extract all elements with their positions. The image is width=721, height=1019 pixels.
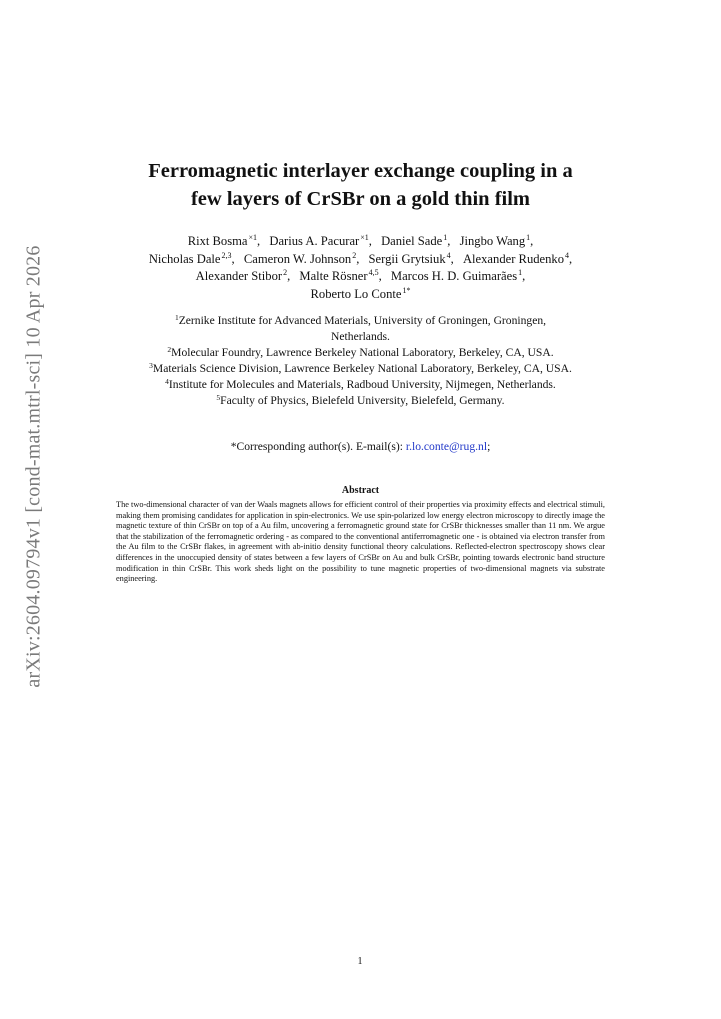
affiliation: $^1$Zernike Institute for Advanced Materials, University of Groningen, Groningen, [174,313,547,327]
abstract-heading: Abstract [341,485,380,496]
author: Alexander Stibor$^2$, [195,268,291,283]
author: Sergii Grytsiuk$^4$, [368,250,454,266]
author: Darius A. Pacurar$^{\times 1}$, [269,233,372,248]
affiliation: $^3$Materials Science Division, Lawrence Berkeley National Laboratory, Berkeley, CA, USA. [149,361,572,375]
affiliation: $^2$Molecular Foundry, Lawrence Berkeley National Laboratory, Berkeley, CA, USA. [167,345,554,359]
author: Roberto Lo Conte$^{1*}$ [310,285,411,301]
author: Rixt Bosma$^{\times 1}$, [187,233,261,248]
arxiv-stamp [20,236,48,696]
author-line-4 [60,286,661,304]
arxiv-id: arXiv:2604.09794v1 [cond-mat.mtrl-sci] 10 Apr 2026 [22,244,45,688]
title-line-1: Ferromagnetic interlayer exchange coupling in a [148,160,573,182]
author-list [60,233,661,303]
author: Jingbo Wang$^1$, [459,233,534,248]
author: Nicholas Dale$^{2,3}$, [148,250,235,266]
corresponding-author: *Corresponding author(s). E-mail(s): r.lo.conte@rug.nl; [230,440,491,453]
author: Alexander Rudenko$^4$, [462,250,573,266]
author-line-1 [60,233,661,251]
author: Marcos H. D. Guimarães$^1$, [390,268,526,283]
email-link[interactable]: r.lo.conte@rug.nl [405,440,488,453]
affiliation: $^5$Faculty of Physics, Bielefeld University, Bielefeld, Germany. [216,393,505,407]
affiliation: $^4$Institute for Molecules and Materials, Radboud University, Nijmegen, Netherlands. [165,377,556,391]
affiliation-continuation: Netherlands. [331,330,390,343]
paper-title [80,157,641,213]
page-number: 1 [357,956,363,967]
author: Cameron W. Johnson$^2$, [243,250,360,266]
author: Malte Rösner$^{4,5}$, [299,268,382,283]
abstract-text: The two-dimensional character of van der Waals magnets allows for efficient control of their properties via proximity effects and electrical stimuli, making them promising candidates for application in spin-electronics. We use spin-polarized low energy electron microscopy to directly image the magnetic texture of thin CrSBr on top of a Au film, uncovering a ferromagnetic ground state for CrSBr thicknesses smaller than 11 nm. We argue that the stabilization of the ferromagnetic ordering - as compared to the conventional antiferromagnetic one - is obtained via electron transfer from the Au film to the CrSBr flakes, in agreement with ab-initio density functional theory calculations. Reflected-electron spectroscopy shows clear differences in the unoccupied density of states between a few layers of CrSBr on Au and bulk CrSBr, pointing towards electronic band structure modification in thin CrSBr. This work sheds light on the possibility to tune magnetic properties of two-dimensional magnets via substrate engineering. [116,500,605,584]
affiliation-list [60,313,661,409]
author-line-2 [60,251,661,269]
author-line-3 [60,268,661,286]
author: Daniel Sade$^1$, [381,233,451,248]
title-line-2: few layers of CrSBr on a gold thin film [190,188,530,210]
